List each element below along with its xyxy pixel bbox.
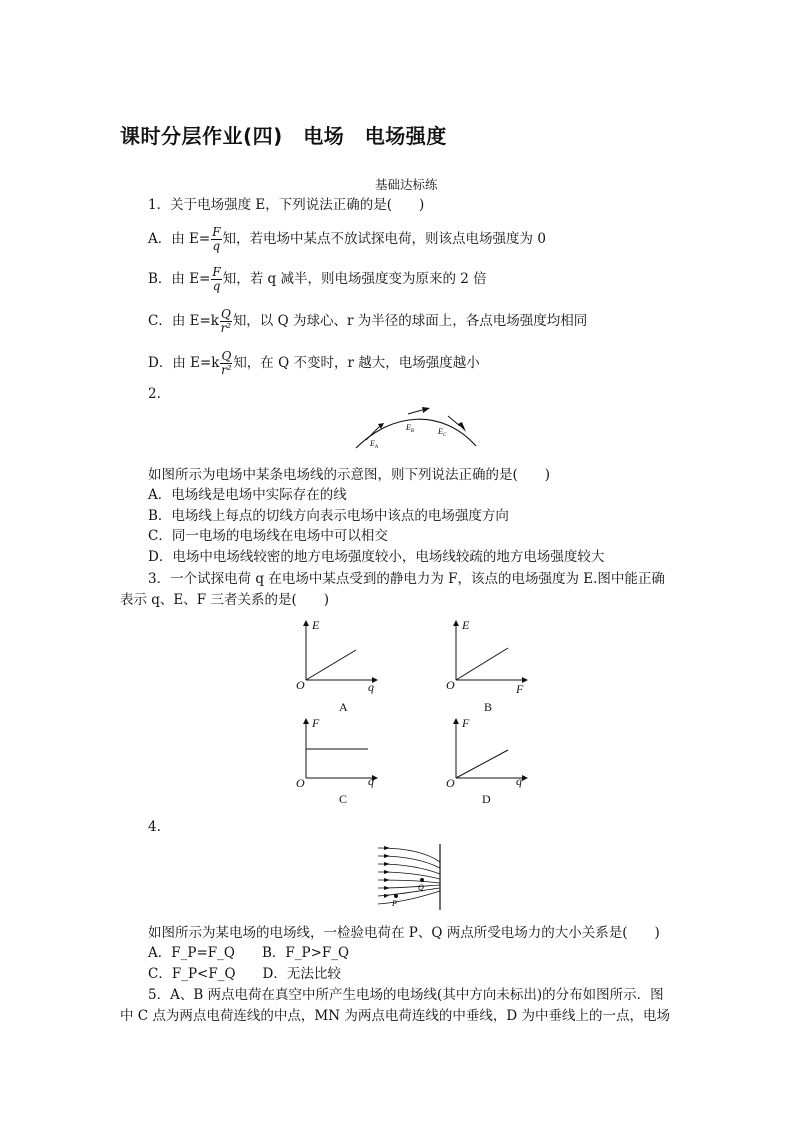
label-ea: $E_A$ <box>370 439 378 450</box>
q2-number: 2. <box>148 386 161 402</box>
graph-c: F O q C <box>292 716 382 811</box>
electric-field-line-figure <box>352 404 482 452</box>
q2-option-d: D．电场中电场线较密的地方电场强度较小，电场线较疏的地方电场强度较大 <box>148 549 605 565</box>
section-heading: 基础达标练 <box>375 177 438 192</box>
label-ec: $E_C$ <box>438 427 447 438</box>
q4-options-ab: A．F_P=F_Q B．F_P>F_Q <box>148 945 350 961</box>
field-lines-figure <box>374 842 446 912</box>
page-title: 课时分层作业(四) 电场 电场强度 <box>120 124 447 148</box>
q1-option-a: A．由 E= $\frac{F}{q}$ 知，若电场中某点不放试探电荷，则该点电场强度为 0 <box>148 225 546 253</box>
graph-a: E O q A <box>292 618 382 713</box>
q3-stem-line1: 3．一个试探电荷 q 在电场中某点受到的静电力为 F，该点的电场强度为 E.图中能正确 <box>148 571 665 587</box>
graph-d: F O q D <box>442 716 537 811</box>
q4-stem: 如图所示为某电场的电场线，一检验电荷在 P、Q 两点所受电场力的大小关系是( ) <box>148 925 660 941</box>
label-p: P <box>392 899 397 908</box>
q3-stem-line2: 表示 q、E、F 三者关系的是( ) <box>120 592 329 608</box>
graph-b: E O F B <box>442 618 537 713</box>
q5-line1: 5．A、B 两点电荷在真空中所产生电场的电场线(其中方向未标出)的分布如图所示．图 <box>148 987 664 1003</box>
q1-stem: 1．关于电场强度 E，下列说法正确的是( ) <box>148 197 425 213</box>
q1-option-c: C．由 E=k $\frac{Q}{\text{r²}}$ 知，以 Q 为球心、r 为半径的球面上，各点电场强度均相同 <box>148 307 588 335</box>
q2-option-a: A．电场线是电场中实际存在的线 <box>148 487 347 503</box>
q1-option-b: B．由 E= $\frac{F}{q}$ 知，若 q 减半，则电场强度变为原来的 2 倍 <box>148 265 487 293</box>
q1-option-d: D．由 E=k $\frac{Q}{\text{r²}}$ 知，在 Q 不变时，r 越大，电场强度越小 <box>148 349 480 377</box>
q2-option-b: B．电场线上每点的切线方向表示电场中该点的电场强度方向 <box>148 508 509 524</box>
label-q: Q <box>418 883 424 892</box>
q2-stem: 如图所示为电场中某条电场线的示意图，则下列说法正确的是( ) <box>148 467 551 483</box>
q2-option-c: C．同一电场的电场线在电场中可以相交 <box>148 528 388 544</box>
label-eb: $E_B$ <box>406 423 414 434</box>
q5-line2: 中 C 点为两点电荷连线的中点，MN 为两点电荷连线的中垂线，D 为中垂线上的一点，电场 <box>120 1008 670 1024</box>
q4-options-cd: C．F_P<F_Q D．无法比较 <box>148 966 341 982</box>
q4-number: 4. <box>148 819 161 835</box>
